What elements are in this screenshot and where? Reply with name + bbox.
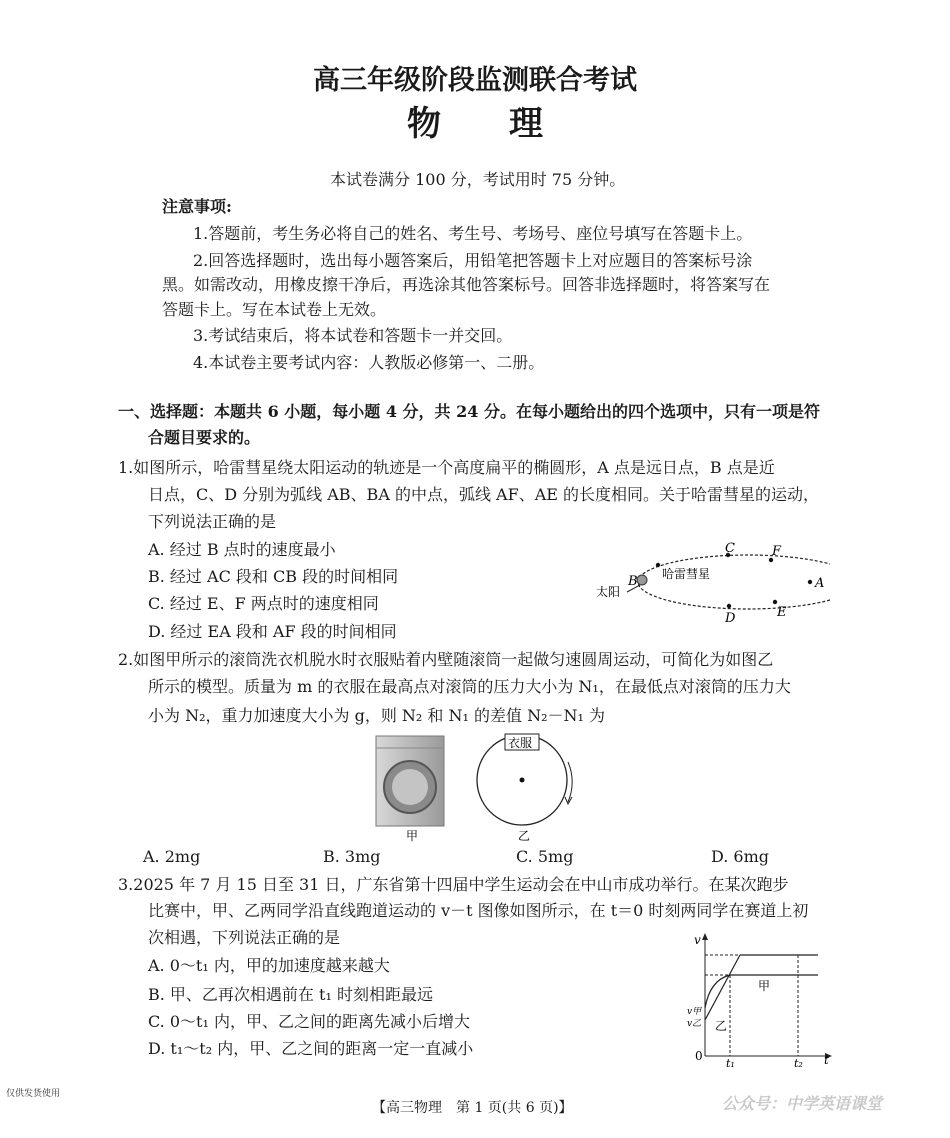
- section-heading: 合题目要求的。: [148, 428, 261, 447]
- question-3-stem: 比赛中，甲、乙两同学沿直线跑道运动的 v－t 图像如图所示，在 t＝0 时刻两同学在赛道上初: [148, 901, 809, 920]
- q3-option-c[interactable]: C. 0～t₁ 内，甲、乙之间的距离先减小后增大: [148, 1012, 470, 1031]
- v-yi-label: v乙: [687, 1019, 702, 1029]
- label-f: F: [772, 544, 782, 559]
- q3-option-b[interactable]: B. 甲、乙再次相遇前在 t₁ 时刻相距最远: [148, 985, 433, 1004]
- q3-option-d[interactable]: D. t₁～t₂ 内，甲、乙之间的距离一定一直减小: [148, 1039, 474, 1058]
- q2-option-d[interactable]: D. 6mg: [711, 847, 770, 866]
- label-b: B: [628, 574, 638, 589]
- jia-label: 甲: [758, 979, 771, 993]
- label-a: A: [815, 576, 825, 591]
- q1-option-b[interactable]: B. 经过 AC 段和 CB 段的时间相同: [148, 567, 399, 586]
- yi-label: 乙: [715, 1019, 728, 1033]
- notice-line: 3.考试结束后，将本试卷和答题卡一并交回。: [193, 326, 513, 345]
- question-1-stem: 日点，C、D 分别为弧线 AB、BA 的中点，弧线 AF、AE 的长度相同。关于哈雷彗星的运动，: [148, 485, 820, 504]
- exam-title: 高三年级阶段监测联合考试: [313, 65, 637, 96]
- t2-label: t₂: [794, 1057, 803, 1070]
- section-heading: 一、选择题：本题共 6 小题，每小题 4 分，共 24 分。在每小题给出的四个选项中，只有一项是符: [118, 402, 820, 421]
- label-c: C: [725, 541, 735, 556]
- washing-machine-figure: [370, 732, 590, 847]
- t1-label: t₁: [726, 1057, 735, 1070]
- notice-line: 黑。如需改动，用橡皮擦干净后，再选涂其他答案标号。回答非选择题时，将答案写在: [162, 275, 771, 294]
- q1-option-c[interactable]: C. 经过 E、F 两点时的速度相同: [148, 594, 379, 613]
- subject-title: 物 理: [407, 104, 543, 144]
- notice-heading: 注意事项:: [162, 197, 232, 216]
- v-jia-label: v甲: [687, 1007, 702, 1017]
- notice-line: 4.本试卷主要考试内容：人教版必修第一、二册。: [193, 353, 545, 372]
- question-2-stem: 小为 N₂，重力加速度大小为 g，则 N₂ 和 N₁ 的差值 N₂－N₁ 为: [148, 706, 606, 725]
- notice-line: 2.回答选择题时，选出每小题答案后，用铅笔把答题卡上对应题目的答案标号涂: [193, 251, 753, 270]
- q1-option-a[interactable]: A. 经过 B 点时的速度最小: [148, 540, 336, 559]
- notice-line: 1.答题前，考生务必将自己的姓名、考生号、考场号、座位号填写在答题卡上。: [193, 224, 753, 243]
- axis-v-label: v: [694, 933, 701, 947]
- footer-note: 仅供发货使用: [6, 1089, 61, 1099]
- question-1-stem: 下列说法正确的是: [148, 512, 277, 531]
- question-3-stem: 3.2025 年 7 月 15 日至 31 日，广东省第十四届中学生运动会在中山市成功举行。在某次跑步: [118, 875, 789, 894]
- comet-label: 哈雷彗星: [662, 567, 711, 581]
- origin-label: 0: [695, 1049, 703, 1063]
- notice-line: 答题卡上。写在本试卷上无效。: [162, 300, 387, 319]
- page-footer: 【高三物理 第 1 页(共 6 页)】: [372, 1100, 573, 1116]
- figure-label-jia: 甲: [406, 829, 419, 843]
- watermark: 公众号：中学英语课堂: [722, 1094, 883, 1113]
- question-2-stem: 所示的模型。质量为 m 的衣服在最高点对滚筒的压力大小为 N₁，在最低点对滚筒的压力大: [148, 677, 791, 696]
- question-2-stem: 2.如图甲所示的滚筒洗衣机脱水时衣服贴着内壁随滚筒一起做匀速圆周运动，可简化为如图乙: [118, 650, 774, 669]
- q3-option-a[interactable]: A. 0～t₁ 内，甲的加速度越来越大: [148, 956, 390, 975]
- exam-info: 本试卷满分 100 分，考试用时 75 分钟。: [330, 170, 626, 189]
- q2-option-b[interactable]: B. 3mg: [323, 847, 381, 866]
- q2-option-a[interactable]: A. 2mg: [143, 847, 201, 866]
- figure-label-yi: 乙: [518, 829, 531, 843]
- sun-label: 太阳: [596, 585, 621, 599]
- question-1-stem: 1.如图所示，哈雷彗星绕太阳运动的轨迹是一个高度扁平的椭圆形，A 点是远日点，B 点是近: [118, 458, 775, 477]
- clothes-label: 衣服: [508, 736, 533, 750]
- question-3-stem: 次相遇，下列说法正确的是: [148, 928, 341, 947]
- vt-graph: [680, 930, 840, 1070]
- q2-option-c[interactable]: C. 5mg: [516, 847, 574, 866]
- label-e: E: [777, 605, 787, 620]
- comet-orbit-figure: [580, 530, 830, 630]
- label-d: D: [725, 611, 736, 626]
- axis-t-label: t: [824, 1053, 829, 1067]
- q1-option-d[interactable]: D. 经过 EA 段和 AF 段的时间相同: [148, 622, 397, 641]
